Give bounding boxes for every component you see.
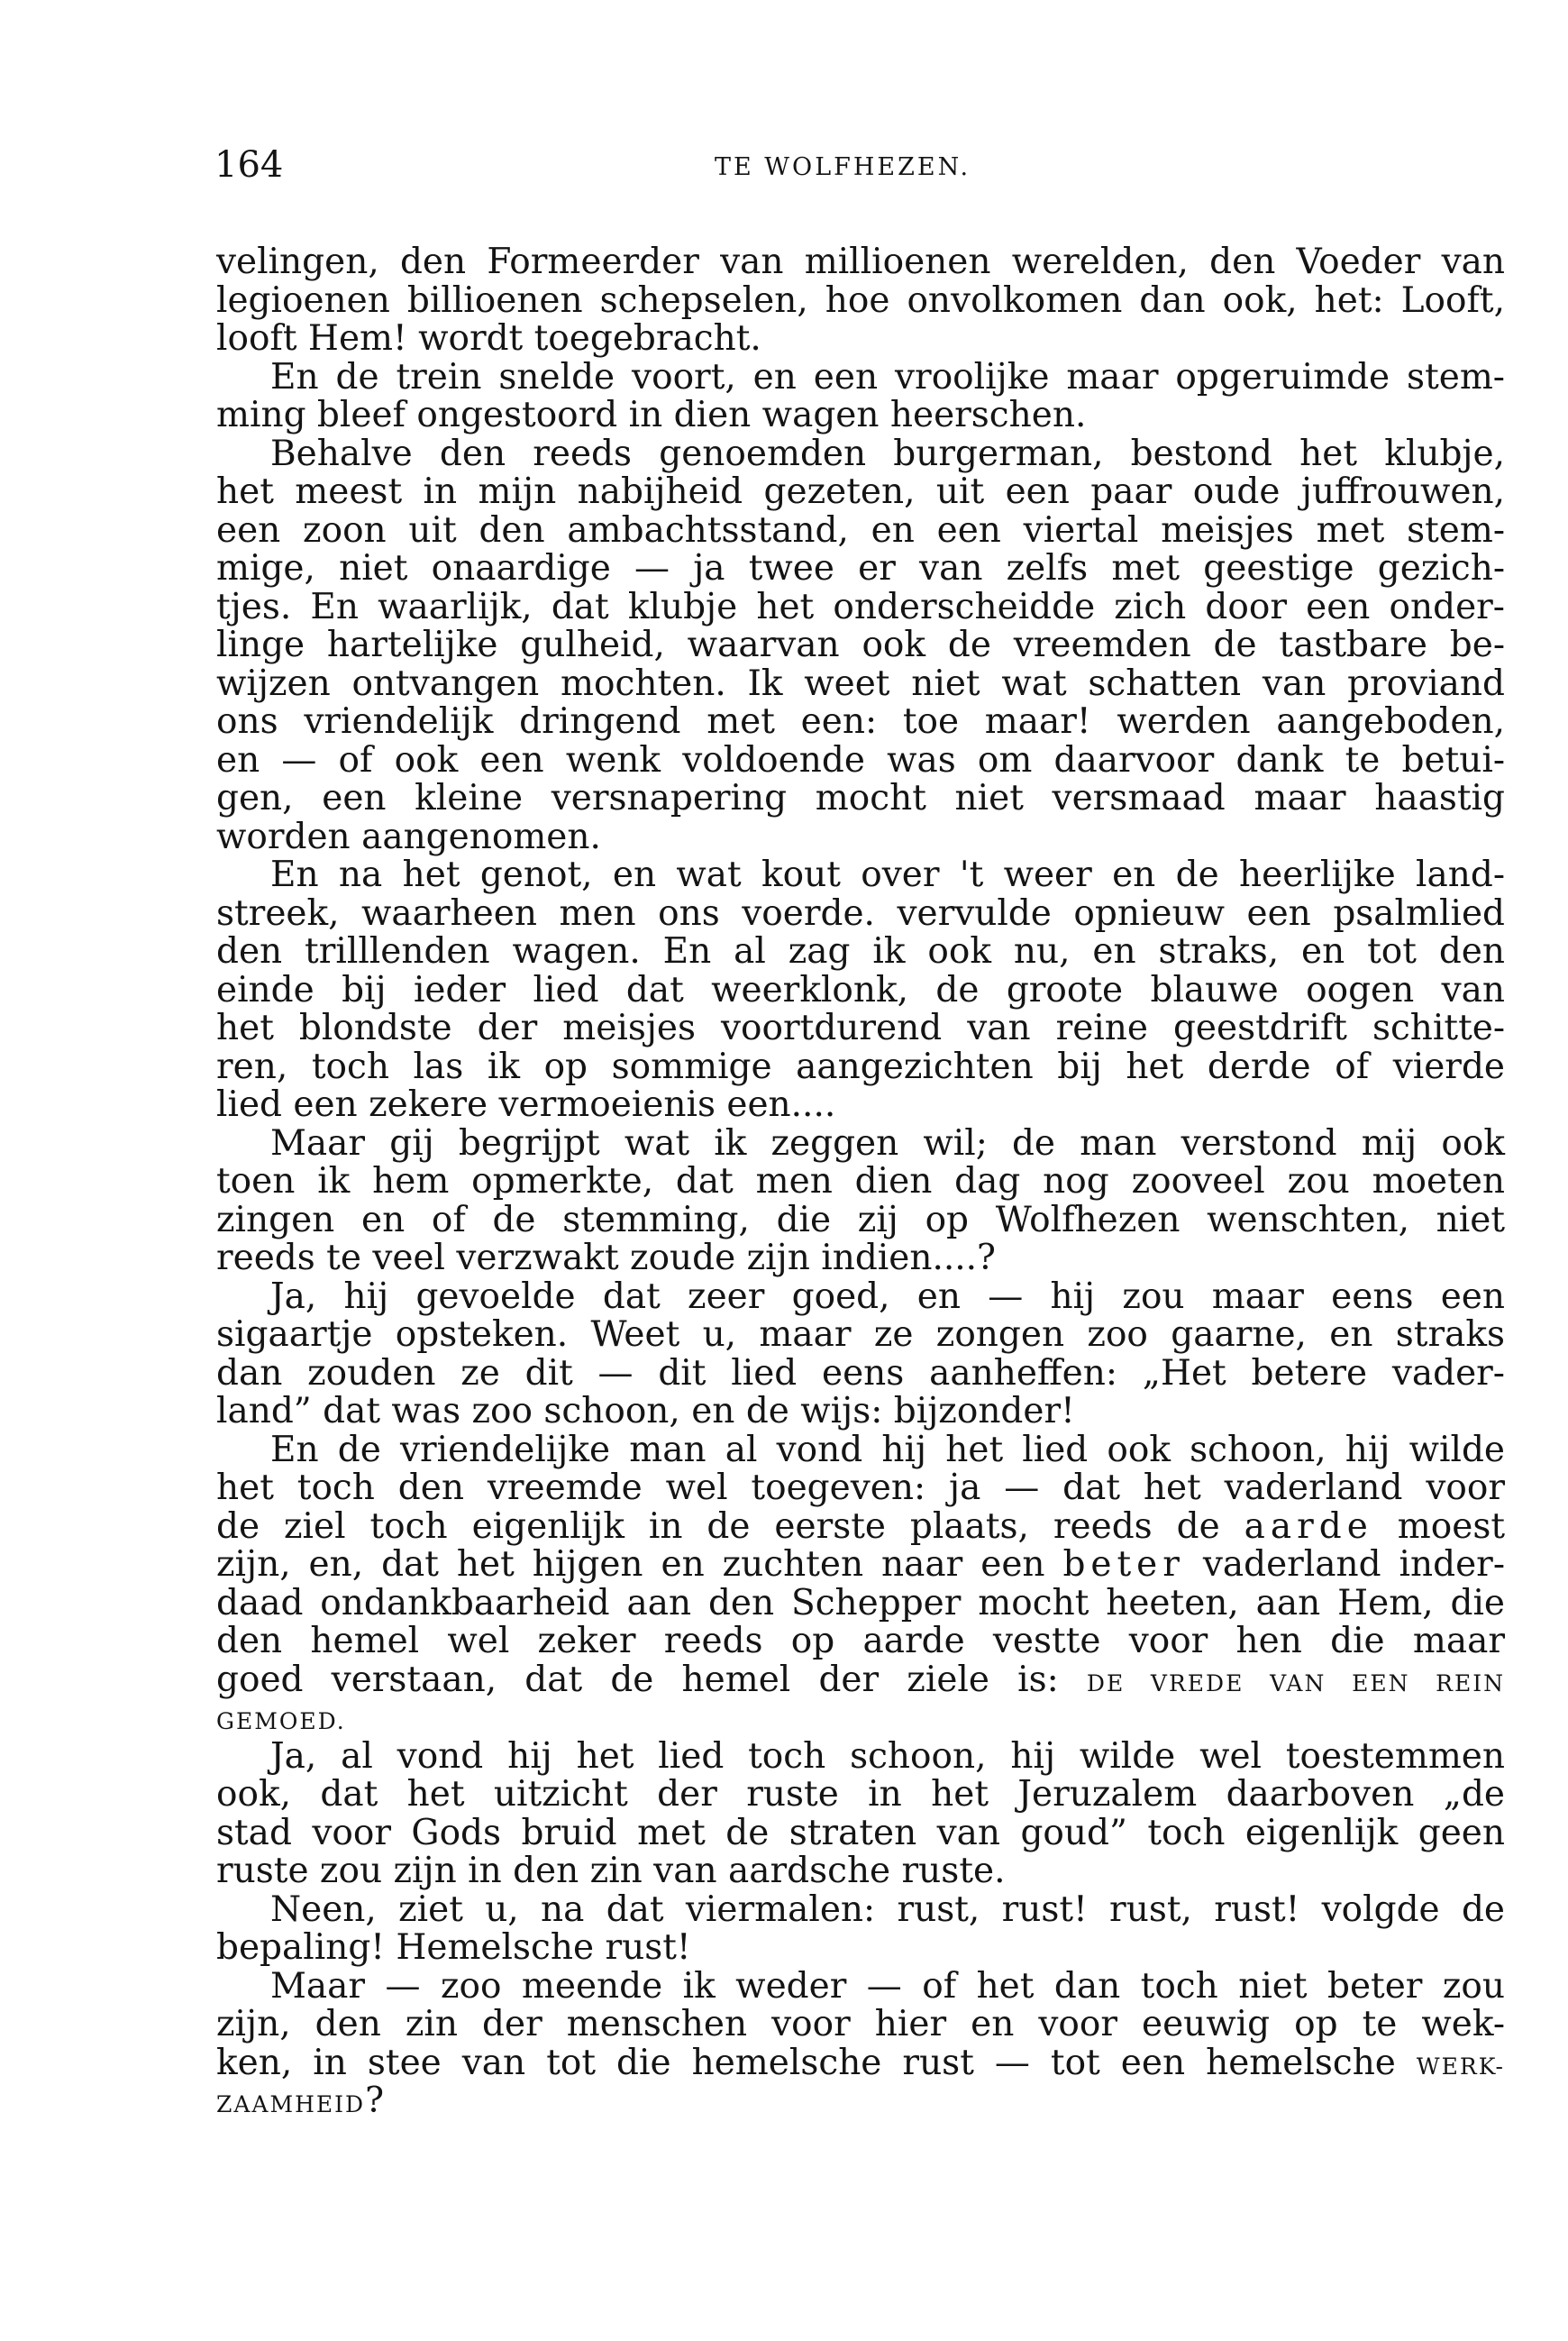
text-line: sigaartje opsteken. Weet u, maar ze zongen zoo gaarne, en straks bbox=[216, 1314, 1505, 1355]
text-line: gen, een kleine versnapering mocht niet versmaad maar haastig bbox=[216, 778, 1505, 818]
text-line: daad ondankbaarheid aan den Schepper mocht heeten, aan Hem, die bbox=[216, 1582, 1505, 1623]
running-title: TE WOLFHEZEN. bbox=[715, 153, 971, 181]
text-segment: ? bbox=[365, 2080, 384, 2121]
small-caps-phrase: WERK- bbox=[1416, 2053, 1505, 2080]
small-caps-phrase: DE VREDE VAN EEN REIN bbox=[1086, 1669, 1505, 1696]
text-line: wijzen ontvangen mochten. Ik weet niet wat schatten van proviand bbox=[216, 663, 1505, 704]
text-line: ons vriendelijk dringend met een: toe maar! werden aangeboden, bbox=[216, 701, 1505, 742]
text-line: einde bij ieder lied dat weerklonk, de groote blauwe oogen van bbox=[216, 969, 1505, 1010]
small-caps-phrase: ZAAMHEID bbox=[216, 2091, 366, 2117]
text-segment: goed verstaan, dat de hemel der ziele is: bbox=[216, 1659, 1087, 1700]
text-line: ook, dat het uitzicht der ruste in het Jeruzalem daarboven „de bbox=[216, 1774, 1505, 1815]
text-segment: vaderland inder- bbox=[1184, 1544, 1506, 1585]
text-line bbox=[216, 2044, 1505, 2083]
paragraph-start-line: Maar gij begrijpt wat ik zeggen wil; de man verstond mij ook bbox=[270, 1122, 1505, 1164]
text-line: ren, toch las ik op sommige aangezichten bij het derde of vierde bbox=[216, 1046, 1505, 1087]
text-line: toen ik hem opmerkte, dat men dien dag nog zooveel zou moeten bbox=[216, 1161, 1505, 1202]
paragraph-start-line: En de vriendelijke man al vond hij het lied ook schoon, hij wilde bbox=[270, 1429, 1505, 1470]
text-line: ruste zou zijn in den zin van aardsche ruste. bbox=[216, 1851, 1006, 1891]
text-line: zingen en of de stemming, die zij op Wolfhezen wenschten, niet bbox=[216, 1199, 1505, 1240]
text-line: het toch den vreemde wel toegeven: ja — dat het vaderland voor bbox=[216, 1468, 1505, 1508]
text-segment: de ziel toch eigenlijk in de eerste plaats, reeds de bbox=[216, 1505, 1244, 1547]
text-line: bepaling! Hemelsche rust! bbox=[216, 1927, 691, 1968]
text-line bbox=[216, 1546, 1505, 1585]
text-line: het blondste der meisjes voortdurend van reine geestdrift schitte- bbox=[216, 1008, 1505, 1048]
text-line bbox=[216, 2082, 1505, 2121]
text-line: en — of ook een wenk voldoende was om daarvoor dank te betui- bbox=[216, 739, 1505, 781]
small-caps-phrase: GEMOED. bbox=[216, 1708, 346, 1734]
page-number: 164 bbox=[214, 144, 284, 186]
text-line: velingen, den Formeerder van millioenen werelden, den Voeder van bbox=[216, 242, 1505, 282]
paragraph-start-line: En na het genot, en wat kout over 't weer en de heerlijke land- bbox=[270, 855, 1505, 895]
body-text bbox=[216, 243, 1505, 2121]
text-line: tjes. En waarlijk, dat klubje het onderscheidde zich door een onder- bbox=[216, 586, 1505, 627]
text-line: mige, niet onaardige — ja twee er van zelfs met geestige gezich- bbox=[216, 548, 1505, 589]
text-line: den hemel wel zeker reeds op aarde vestte voor hen die maar bbox=[216, 1621, 1505, 1661]
text-line: legioenen billioenen schepselen, hoe onvolkomen dan ook, het: Looft, bbox=[216, 279, 1505, 321]
text-segment: zijn, en, dat het hijgen en zuchten naar een bbox=[216, 1544, 1063, 1585]
text-segment: ken, in stee van tot die hemelsche rust — tot een hemelsche bbox=[216, 2042, 1417, 2083]
paragraph-start-line: Behalve den reeds genoemden burgerman, bestond het klubje, bbox=[270, 433, 1505, 474]
text-line bbox=[216, 1699, 1505, 1738]
text-line: zijn, den zin der menschen voor hier en voor eeuwig op te wek- bbox=[216, 2004, 1505, 2044]
text-line bbox=[216, 1661, 1505, 1700]
paragraph-start-line: Neen, ziet u, na dat viermalen: rust, rust! rust, rust! volgde de bbox=[270, 1888, 1505, 1930]
text-line: reeds te veel verzwakt zoude zijn indien....? bbox=[216, 1238, 996, 1278]
text-line: den trilllenden wagen. En al zag ik ook nu, en straks, en tot den bbox=[216, 931, 1505, 972]
paragraph-start-line: En de trein snelde voort, en een vroolijke maar opgeruimde stem- bbox=[270, 356, 1505, 398]
paragraph-start-line: Maar — zoo meende ik weder — of het dan toch niet beter zou bbox=[270, 1965, 1505, 2007]
text-line: een zoon uit den ambachtsstand, en een viertal meisjes met stem- bbox=[216, 509, 1505, 551]
text-line: linge hartelijke gulheid, waarvan ook de vreemden de tastbare be- bbox=[216, 625, 1505, 665]
emphasized-word: aarde bbox=[1244, 1505, 1373, 1547]
text-line: land” dat was zoo schoon, en de wijs: bijzonder! bbox=[216, 1391, 1075, 1431]
text-segment: moest bbox=[1372, 1505, 1505, 1547]
paragraph-start-line: Ja, hij gevoelde dat zeer goed, en — hij zou maar eens een bbox=[270, 1276, 1505, 1317]
text-line: lied een zekere vermoeienis een.... bbox=[216, 1084, 836, 1125]
text-line: ming bleef ongestoord in dien wagen heerschen. bbox=[216, 395, 1087, 435]
text-line bbox=[216, 1505, 1505, 1547]
text-line: dan zouden ze dit — dit lied eens aanheffen: „Het betere vader- bbox=[216, 1352, 1505, 1394]
paragraph-start-line: Ja, al vond hij het lied toch schoon, hij wilde wel toestemmen bbox=[270, 1735, 1505, 1777]
running-head bbox=[214, 142, 1503, 187]
text-line: streek, waarheen men ons voerde. vervulde opnieuw een psalmlied bbox=[216, 892, 1505, 934]
text-line: stad voor Gods bruid met de straten van goud” toch eigenlijk geen bbox=[216, 1812, 1505, 1853]
emphasized-word: beter bbox=[1062, 1544, 1185, 1585]
text-line: looft Hem! wordt toegebracht. bbox=[216, 318, 761, 359]
text-line: het meest in mijn nabijheid gezeten, uit een paar oude juffrouwen, bbox=[216, 471, 1505, 512]
text-line: worden aangenomen. bbox=[216, 816, 601, 857]
